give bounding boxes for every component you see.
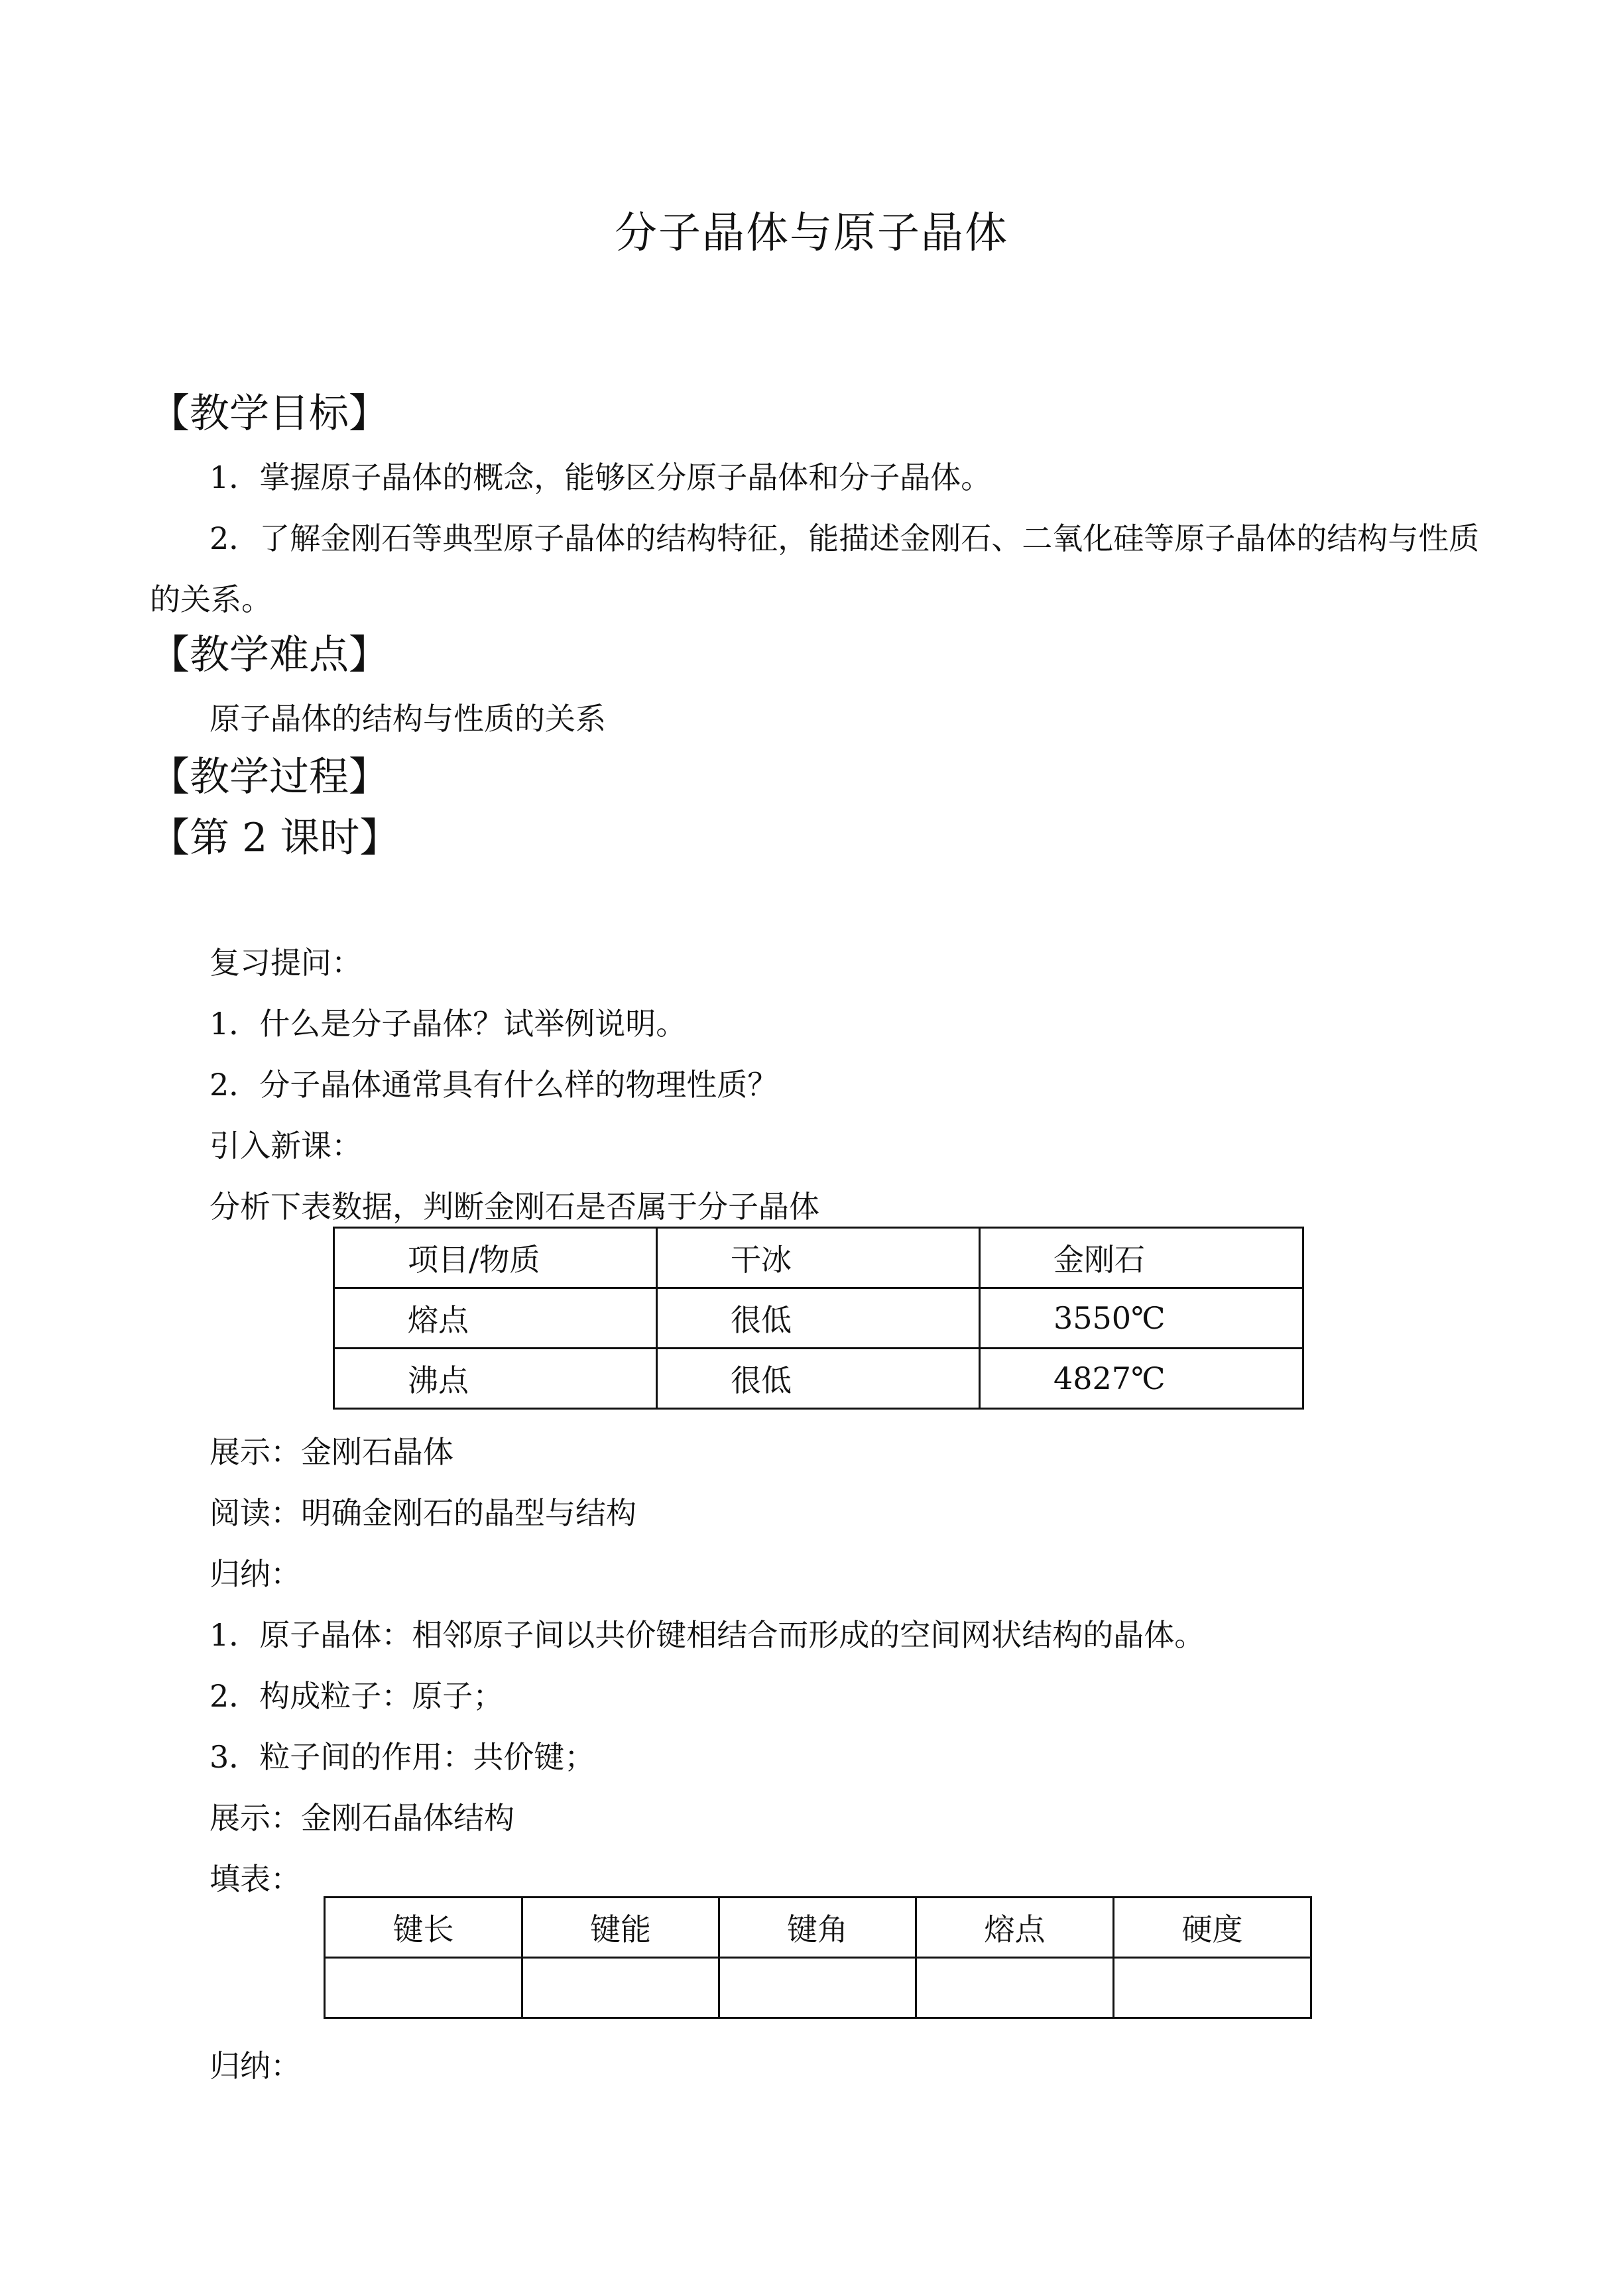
fill-table — [324, 1896, 1312, 2019]
table-cell: 4827℃ — [980, 1349, 1303, 1409]
review-question-2: 2．分子晶体通常具有什么样的物理性质？ — [210, 1067, 778, 1103]
table-cell — [916, 1958, 1114, 2018]
table-row — [334, 1288, 1303, 1349]
goal-item-2: 2．了解金刚石等典型原子晶体的结构特征，能描述金刚石、二氧化硅等原子晶体的结构与性质的关系。 — [150, 520, 1480, 617]
summary-label-2: 归纳： — [210, 2048, 301, 2084]
table-cell — [325, 1958, 522, 2018]
comparison-table — [333, 1227, 1304, 1410]
read-text-1: 阅读：明确金刚石的晶型与结构 — [210, 1495, 636, 1531]
table-row — [334, 1349, 1303, 1409]
table-cell: 很低 — [657, 1288, 980, 1349]
show-text-2: 展示：金刚石晶体结构 — [210, 1800, 514, 1836]
table-cell: 3550℃ — [980, 1288, 1303, 1349]
intro-label: 引入新课： — [210, 1128, 362, 1164]
table-header-cell: 金刚石 — [980, 1228, 1303, 1288]
goal-item-1: 1．掌握原子晶体的概念，能够区分原子晶体和分子晶体。 — [210, 459, 992, 495]
lesson-heading: 【第 2 课时】 — [150, 815, 400, 861]
summary-item-1: 1．原子晶体：相邻原子间以共价键相结合而形成的空间网状结构的晶体。 — [210, 1617, 1205, 1653]
show-text-1: 展示：金刚石晶体 — [210, 1434, 453, 1470]
summary-item-3: 3．粒子间的作用：共价键； — [210, 1739, 595, 1775]
table-header-cell: 键长 — [325, 1898, 522, 1958]
process-heading: 【教学过程】 — [150, 754, 389, 800]
review-question-1: 1．什么是分子晶体？试举例说明。 — [210, 1006, 687, 1042]
summary-label-1: 归纳： — [210, 1556, 301, 1592]
table-cell — [719, 1958, 916, 2018]
table-header-cell: 干冰 — [657, 1228, 980, 1288]
table-cell — [1114, 1958, 1311, 2018]
analyze-text: 分析下表数据，判断金刚石是否属于分子晶体 — [210, 1189, 819, 1225]
table-header-cell: 熔点 — [916, 1898, 1114, 1958]
summary-item-2: 2．构成粒子：原子； — [210, 1678, 504, 1714]
fill-label: 填表： — [210, 1861, 301, 1897]
table-header-row — [334, 1228, 1303, 1288]
table-cell — [522, 1958, 719, 2018]
table-cell: 很低 — [657, 1349, 980, 1409]
difficulty-heading: 【教学难点】 — [150, 632, 389, 678]
table-cell: 熔点 — [334, 1288, 657, 1349]
goals-heading: 【教学目标】 — [150, 391, 389, 437]
table-row — [325, 1958, 1311, 2018]
table-cell: 沸点 — [334, 1349, 657, 1409]
table-header-cell: 硬度 — [1114, 1898, 1311, 1958]
difficulty-text: 原子晶体的结构与性质的关系 — [210, 701, 606, 737]
review-label: 复习提问： — [210, 945, 362, 981]
table-header-row — [325, 1898, 1311, 1958]
table-header-cell: 项目/物质 — [334, 1228, 657, 1288]
table-header-cell: 键角 — [719, 1898, 916, 1958]
table-header-cell: 键能 — [522, 1898, 719, 1958]
page-title: 分子晶体与原子晶体 — [615, 209, 1008, 258]
